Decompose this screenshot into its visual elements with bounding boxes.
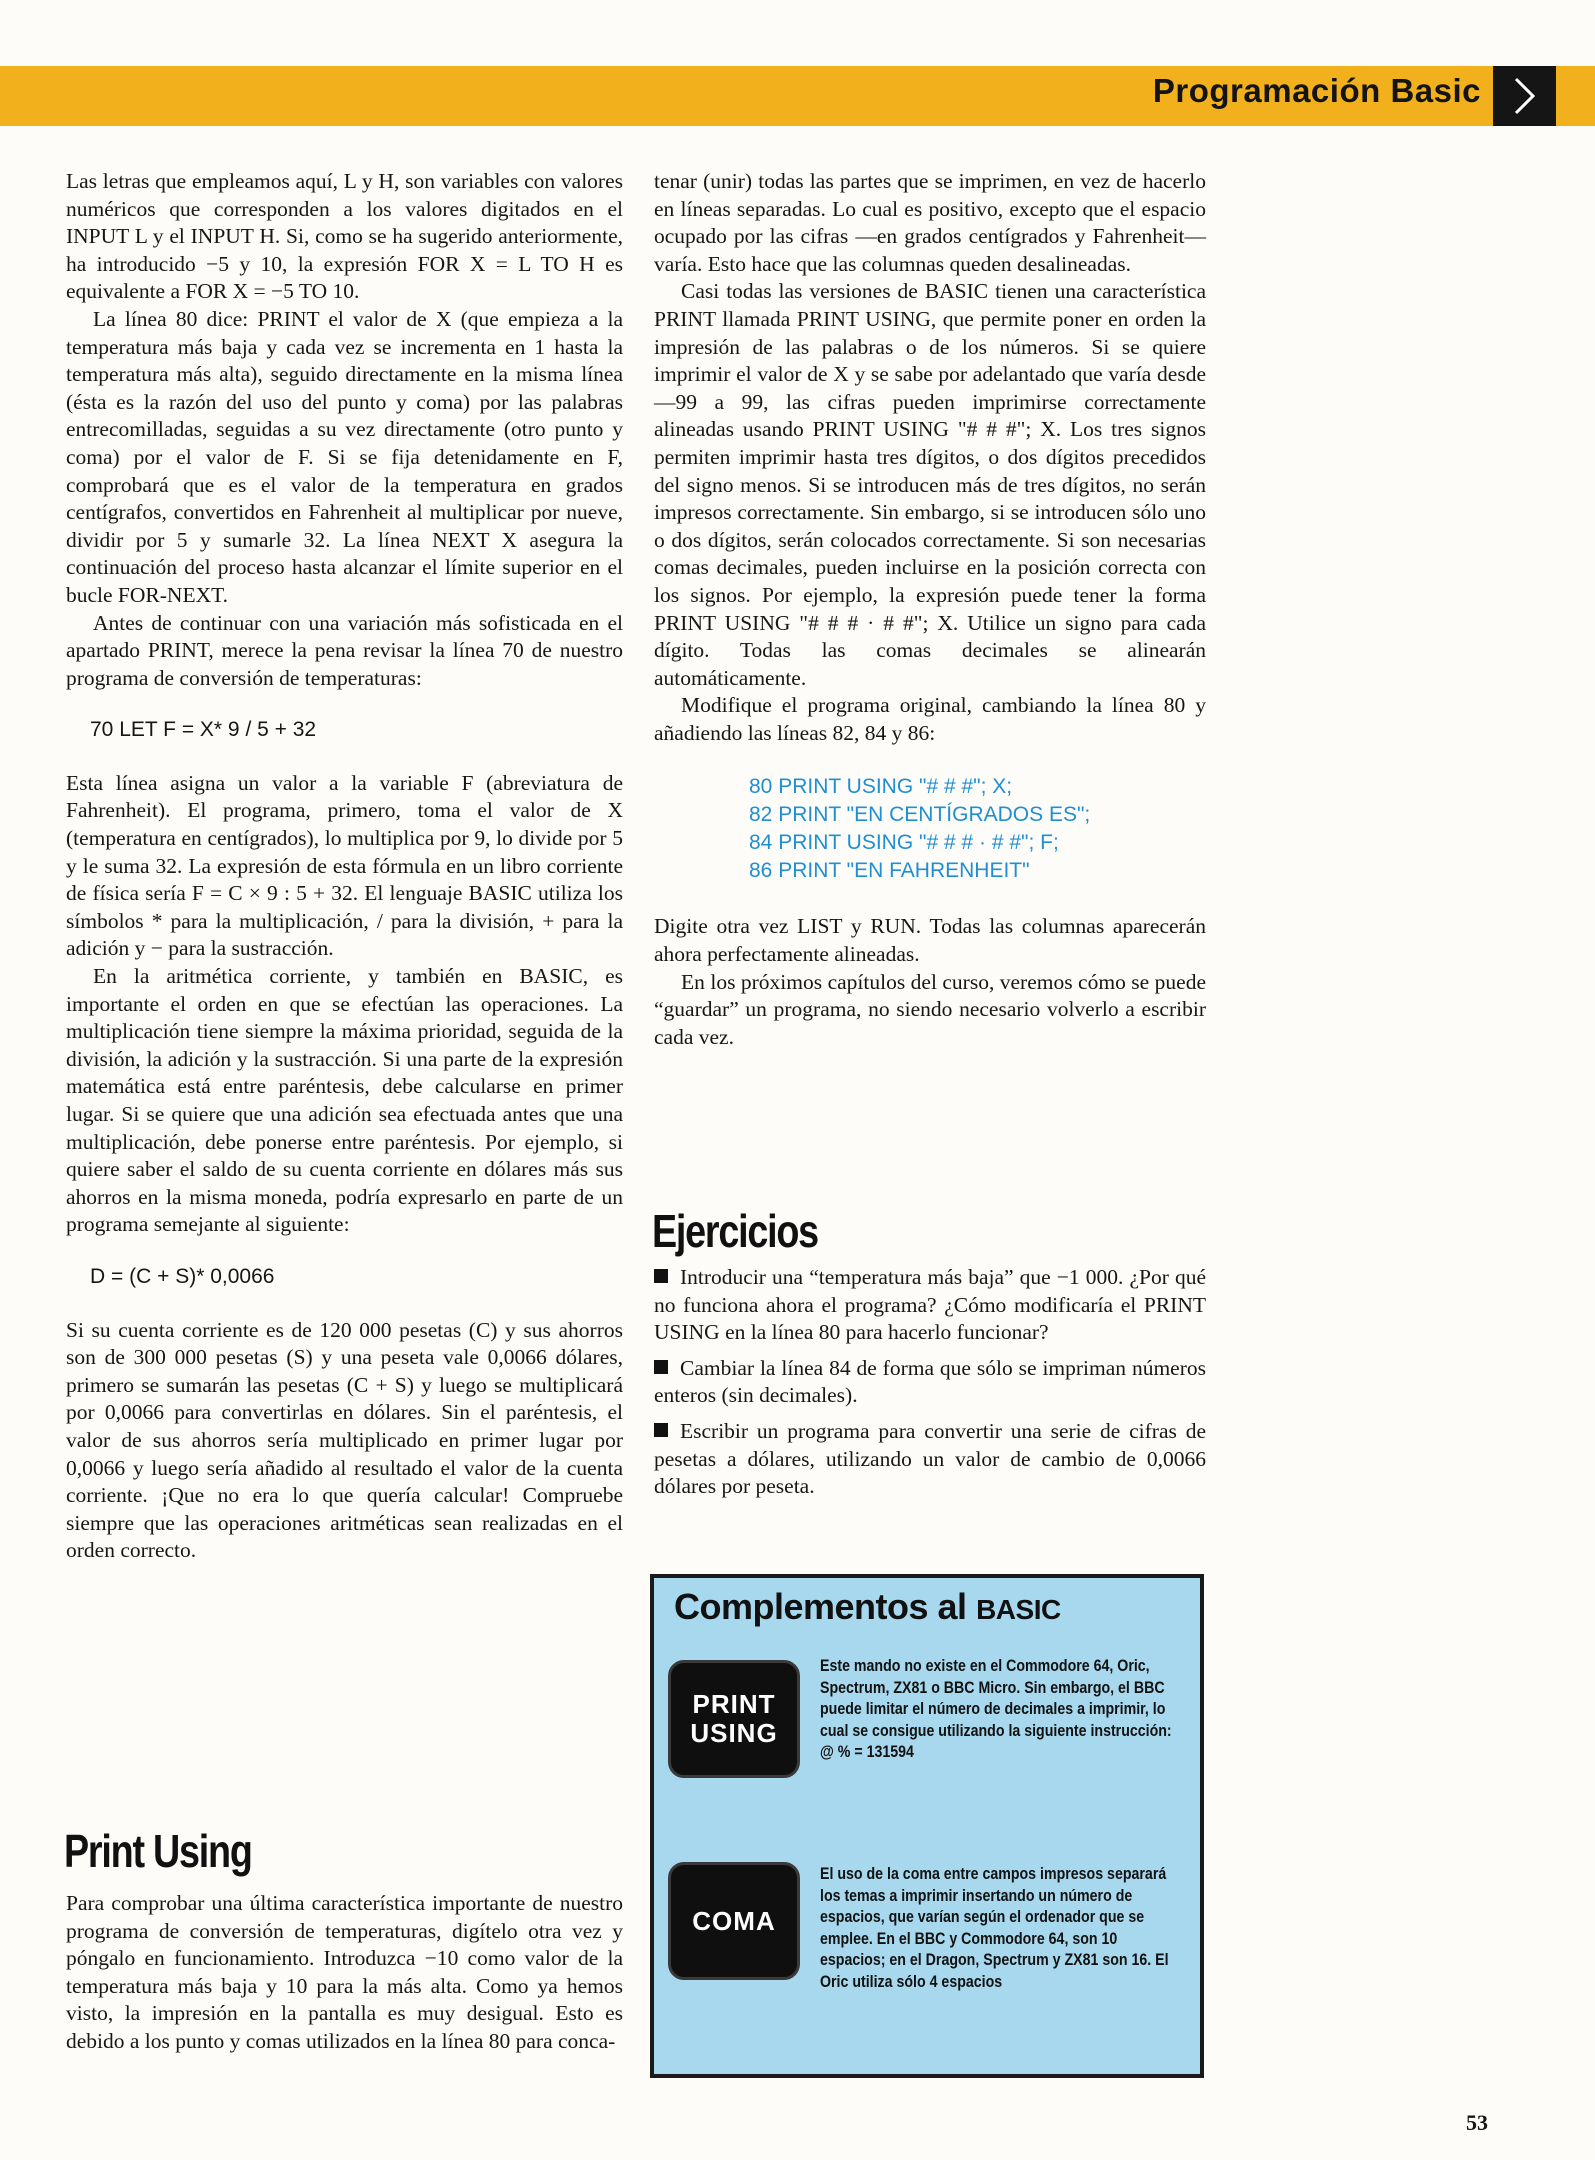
paragraph: Antes de continuar con una variación más sofisticada en el apartado PRINT, merece la pena revisar la línea 70 de nuestro programa de conversión de temperaturas:: [66, 610, 623, 690]
paragraph: Para comprobar una última característica importante de nuestro programa de conversión de temperaturas, digítelo otra vez y póngalo en funcionamiento. Introduzca −10 como valor de la temperatura más baja y 10 para la más alta. Como ya hemos visto, la impresión en la pantalla es muy desigual. Esto es debido a los punto y comas utilizados en la línea 80 para conca-: [66, 1891, 623, 2053]
square-bullet-icon: [654, 1360, 668, 1374]
exercise-text: Introducir una “temperatura más baja” que −1 000. ¿Por qué no funciona ahora el programa? ¿Cómo modificaría el PRINT USING en la línea 80 para hacerlo funcionar?: [654, 1265, 1206, 1345]
key-description: El uso de la coma entre campos impresos separará los temas a imprimir insertando un número de espacios, que varían según el ordenador que se emplee. En el BBC y Commodore 64, son 10 espacios; en el Dragon, Spectrum y ZX81 son 16. El Oric utiliza sólo 4 espacios: [820, 1865, 1169, 1991]
exercise-text: Escribir un programa para convertir una serie de cifras de pesetas a dólares, utilizando un valor de cambio de 0,0066 dólares por peseta.: [654, 1418, 1206, 1499]
paragraph: Si su cuenta corriente es de 120 000 pesetas (C) y sus ahorros son de 300 000 pesetas (S) y una peseta vale 0,0066 dólares, primero se sumarán las pesetas (C + S) y luego se multiplicará por 0,0066 para convertirlas en dólares. Sin el paréntesis, el valor de sus ahorros sería multiplicado en primer lugar por 0,0066 y luego sería añadido al resultado el valor de la cuenta corriente. ¡Que no era lo que quería calcular! Compruebe siempre que las operaciones aritméticas sean realizadas en el orden correcto.: [66, 1317, 623, 1563]
right-column: [654, 168, 1206, 1051]
paragraph: Digite otra vez LIST y RUN. Todas las columnas aparecerán ahora perfectamente alineadas.: [654, 914, 1206, 967]
section-heading-ejercicios: Ejercicios: [652, 1205, 818, 1257]
square-bullet-icon: [654, 1423, 668, 1437]
section-title: Programación Basic: [1152, 72, 1481, 109]
list-item: [654, 1418, 1206, 1501]
left-column: [66, 168, 623, 1565]
square-bullet-icon: [654, 1269, 668, 1283]
description-code: @ % = 131594: [820, 1743, 914, 1762]
paragraph: Las letras que empleamos aquí, L y H, son variables con valores numéricos que corresponden a los valores digitados en el INPUT L y el INPUT H. Si, como se ha sugerido anteriormente, ha introducido −5 y 10, la expresión FOR X = L TO H es equivalente a FOR X = −5 TO 10.: [66, 169, 623, 304]
coma-key-icon: [668, 1862, 800, 1980]
chevron-right-icon: [1493, 66, 1556, 126]
paragraph: En la aritmética corriente, y también en BASIC, es importante el orden en que se efectúan las operaciones. La multiplicación tiene siempre la máxima prioridad, seguida de la división, la adición y la sustracción. Si una parte de la expresión matemática está entre paréntesis, debe calcularse en primer lugar. Si se quiere que una adición sea efectuada antes que una multiplicación, debe ponerse entre paréntesis. Por ejemplo, si quiere saber el saldo de su cuenta corriente en dólares más sus ahorros en la misma moneda, podría expresarlo en parte de un programa semejante al siguiente:: [66, 964, 623, 1237]
paragraph: Casi todas las versiones de BASIC tienen una característica PRINT llamada PRINT USING, que permite poner en orden la impresión de las palabras o de los números. Si se quiere imprimir el valor de X y se sabe por adelantado que varía desde —99 a 99, las cifras pueden imprimirse correctamente alineadas usando PRINT USING "# # #"; X. Los tres signos permiten imprimir hasta tres dígitos, o dos dígitos precedidos del signo menos. Si se introducen más de tres dígitos, no serán impresos correctamente. Sin embargo, si se introducen sólo uno o dos dígitos, serán colocados correctamente. Si son necesarias comas decimales, pueden incluirse en la posición correcta con los signos. Por ejemplo, la expresión puede tener la forma PRINT USING "# # # · # #"; X. Utilice un signo para cada dígito. Todas las comas decimales se alinearán automáticamente.: [654, 279, 1206, 690]
exercise-text: Cambiar la línea 84 de forma que sólo se impriman números enteros (sin decimales).: [654, 1355, 1206, 1408]
code-line: 82 PRINT "EN CENTÍGRADOS ES";: [749, 803, 1091, 827]
paragraph: tenar (unir) todas las partes que se imprimen, en vez de hacerlo en líneas separadas. Lo cual es positivo, excepto que el espacio ocupado por las cifras —en grados centígrados y Fahrenheit— varía. Esto hace que las columnas queden desalineadas.: [654, 169, 1206, 276]
box-title: [674, 1586, 1061, 1628]
section-heading-print-using: Print Using: [64, 1825, 252, 1877]
key-label: PRINT: [692, 1689, 776, 1719]
paragraph: Esta línea asigna un valor a la variable F (abreviatura de Fahrenheit). El programa, primero, toma el valor de X (temperatura en centígrados), lo multiplica por 9, lo divide por 5 y le suma 32. La expresión de esta fórmula en un libro corriente de física sería F = C × 9 : 5 + 32. El lenguaje BASIC utiliza los símbolos * para la multiplicación, / para la división, + para la adición y − para la sustracción.: [66, 770, 623, 961]
complementos-box: [650, 1574, 1204, 2078]
paragraph: La línea 80 dice: PRINT el valor de X (que empieza a la temperatura más baja y cada vez se incrementa en 1 hasta la temperatura más alta), seguido directamente en la misma línea (ésta es la razón del uso del punto y coma) por las palabras entrecomilladas, seguidas a su vez directamente (otro punto y coma) por el valor de F. Si se fija detenidamente en F, comprobará que es el valor de la temperatura en grados centígrafos, convertidos en Fahrenheit al multiplicar por nueve, dividir por 5 y sumarle 32. La línea NEXT X asegura la continuación del proceso hasta alcanzar el límite superior en el bucle FOR-NEXT.: [66, 306, 623, 607]
key-label: COMA: [692, 1905, 776, 1936]
basic-code-listing: [749, 773, 1206, 885]
box-title-basic: BASIC: [976, 1594, 1061, 1625]
exercise-list: [654, 1264, 1206, 1509]
paragraph: En los próximos capítulos del curso, veremos cómo se puede “guardar” un programa, no siendo necesario volverlo a escribir cada vez.: [654, 969, 1206, 1049]
list-item: [654, 1264, 1206, 1347]
key-description: [820, 1656, 1173, 1764]
page-number: 53: [1466, 2110, 1488, 2135]
code-line: 86 PRINT "EN FAHRENHEIT": [749, 859, 1030, 883]
print-using-key-icon: [668, 1660, 800, 1778]
list-item: [654, 1355, 1206, 1410]
code-line: D = (C + S)* 0,0066: [90, 1264, 275, 1288]
code-line: 80 PRINT USING "# # #"; X;: [749, 775, 1013, 799]
description-text: Este mando no existe en el Commodore 64, Oric, Spectrum, ZX81 o BBC Micro. Sin embargo, el BBC puede limitar el número de decimales a imprimir, lo cual se consigue utilizando la siguiente instrucción:: [820, 1657, 1172, 1740]
code-line: 70 LET F = X* 9 / 5 + 32: [90, 718, 317, 742]
key-label: USING: [690, 1718, 778, 1748]
code-line: 84 PRINT USING "# # # · # #"; F;: [749, 831, 1059, 855]
paragraph: Modifique el programa original, cambiando la línea 80 y añadiendo las líneas 82, 84 y 86:: [654, 693, 1206, 745]
box-title-main: Complementos al: [674, 1586, 967, 1627]
